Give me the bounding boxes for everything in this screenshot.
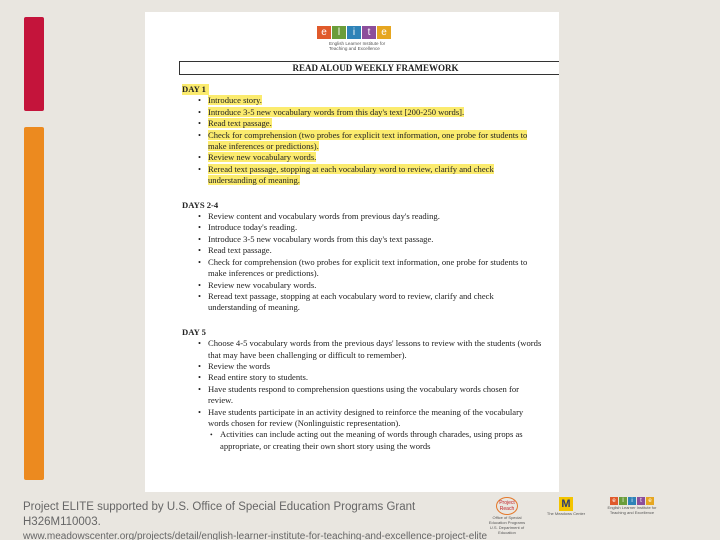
project-reach-logo	[486, 497, 528, 535]
list-item: • Introduce story.	[198, 95, 542, 106]
list-item: • Read text passage.	[198, 245, 542, 256]
day1-list	[182, 95, 542, 186]
list-item: • Have students participate in an activity designed to reinforce the meaning of the vocabulary words chosen for review (Nonlinguistic representation).	[198, 407, 542, 430]
meadows-center-logo	[542, 497, 590, 525]
logo-subtitle: English Learner Institute for Teaching and Excellence	[329, 41, 386, 52]
logo-letter: i	[347, 26, 361, 39]
list-item: • Review new vocabulary words.	[198, 280, 542, 291]
elite-footer-logo	[604, 497, 660, 525]
elite-footer-letters	[604, 497, 660, 505]
list-item: • Read entire story to students.	[198, 372, 542, 383]
project-reach-emblem: Project Reach	[496, 497, 518, 515]
elite-footer-caption: English Learner Institute for Teaching and Excellence	[607, 505, 657, 515]
meadows-m-icon: M	[559, 497, 573, 511]
logo-letter: l	[619, 497, 627, 505]
framework-content	[182, 84, 542, 452]
elite-logo	[317, 26, 391, 39]
list-item: • Reread text passage, stopping at each vocabulary word to review, clarify and check understanding of meaning.	[198, 164, 542, 187]
logo-letter: l	[332, 26, 346, 39]
day1-heading: DAY 1	[182, 84, 542, 95]
document-page	[145, 12, 559, 492]
day5-sublist	[198, 429, 542, 452]
list-item: • Review new vocabulary words.	[198, 152, 542, 163]
list-item: • Check for comprehension (two probes for explicit text information, one probe for students to make inferences or predictions).	[198, 257, 542, 280]
days24-heading: DAYS 2-4	[182, 199, 219, 210]
list-item: • Review the words	[198, 361, 542, 372]
logo-letter: e	[646, 497, 654, 505]
list-item: • Have students respond to comprehension questions using the vocabulary words chosen for review.	[198, 384, 542, 407]
footer	[23, 500, 493, 540]
day5-sublist-wrapper	[182, 429, 542, 452]
day5-heading: DAY 5	[182, 326, 206, 337]
list-item: • Read text passage.	[198, 118, 542, 129]
list-item: • Introduce 3-5 new vocabulary words from this day's text [200-250 words].	[198, 107, 542, 118]
logo-letter: e	[317, 26, 331, 39]
days24-list	[182, 211, 542, 314]
meadows-caption: The Meadows Center	[546, 511, 586, 516]
logo-letter: t	[362, 26, 376, 39]
day5-list	[182, 338, 542, 429]
project-url: www.meadowscenter.org/projects/detail/english-learner-institute-for-teaching-and-excellence-project-elite	[23, 531, 488, 540]
list-item: • Check for comprehension (two probes for explicit text information, one probe for students to make inferences or predictions).	[198, 130, 542, 153]
list-item: • Reread text passage, stopping at each vocabulary word to review, clarify and check understanding of meaning.	[198, 291, 542, 314]
logo-letter: i	[628, 497, 636, 505]
list-item: • Introduce 3-5 new vocabulary words from this day's text passage.	[198, 234, 542, 245]
orange-accent-bar	[24, 127, 44, 480]
sub-list-item: • Activities can include acting out the meaning of words through charades, using props as appropriate, or creating their own short story using the words	[210, 429, 542, 452]
list-item: • Review content and vocabulary words from previous day's reading.	[198, 211, 542, 222]
project-reach-caption: Office of Special Education Programs U.S. Department of Education	[488, 515, 526, 535]
grant-statement: Project ELITE supported by U.S. Office of Special Education Programs Grant H326M110003.	[23, 501, 416, 528]
logo-letter: t	[637, 497, 645, 505]
list-item: • Introduce today's reading.	[198, 222, 542, 233]
logo-letter: e	[377, 26, 391, 39]
list-item: • Choose 4-5 vocabulary words from the previous days' lessons to review with the students (words that may have been challenging or difficult to remember).	[198, 338, 542, 361]
red-accent-bar	[24, 17, 44, 111]
document-title: READ ALOUD WEEKLY FRAMEWORK	[179, 61, 559, 75]
logo-letter: e	[610, 497, 618, 505]
